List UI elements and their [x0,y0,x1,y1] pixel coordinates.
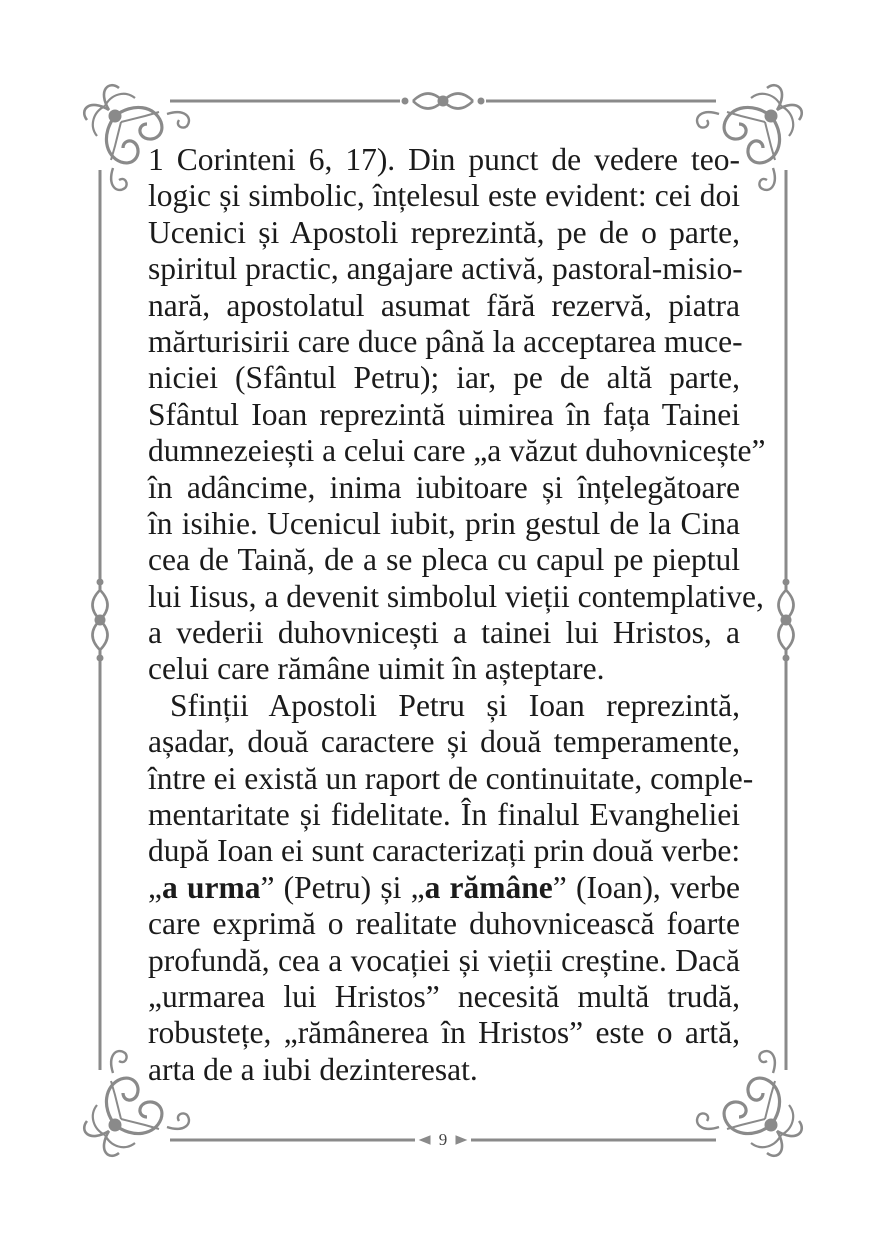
text-line: niciei (Sfântul Petru); iar, pe de altă parte, [148,360,740,396]
text-line: „urmarea lui Hristos” necesită multă trudă, [148,978,740,1014]
text-line: 1 Corinteni 6, 17). Din punct de vedere teo- [148,142,740,177]
body-text [148,142,766,1088]
text-line: Sfântul Ioan reprezintă uimirea în fața Tainei [148,396,740,432]
text-line: dumnezeiești a celui care „a văzut duhovnicește” [148,433,766,469]
text-line: robustețe, „rămânerea în Hristos” este o artă, [148,1015,740,1051]
paragraph [148,142,766,688]
text-line: mentaritate și fidelitate. În finalul Evangheliei [148,797,740,833]
text-line: Sfinții Apostoli Petru și Ioan reprezintă, [170,687,740,723]
text-line: nară, apostolatul asumat fără rezervă, piatra [148,287,740,323]
text-line: după Ioan ei sunt caracterizați prin două verbe: [148,833,741,869]
text-line: profundă, cea a vocației și vieții creștine. Dacă [148,942,740,978]
text-line: în adâncime, inima iubitoare și înțelegătoare [148,469,740,505]
paragraph [148,687,754,1088]
text-line: mărturisirii care duce până la acceptarea mucе- [148,323,743,359]
text-line: a vederii duhovnicești a tainei lui Hristos, a [148,615,740,651]
text-line: „a urma” (Petru) și „a rămâne” (Ioan), verbe [148,869,740,905]
text-line: cea de Taină, de a se pleca cu capul pe pieptul [148,542,740,578]
text-line: logic și simbolic, înțelesul este evident: cei doi [148,178,740,214]
text-line: între ei există un raport de continuitate, comple- [148,760,754,796]
text-line: care exprimă o realitate duhovnicească foarte [148,906,740,942]
text-line: arta de a iubi dezinteresat. [148,1051,478,1087]
text-line: Ucenici și Apostoli reprezintă, pe de o parte, [148,214,740,250]
text-line: lui Iisus, a devenit simbolul vieții contemplative, [148,578,764,614]
bold-term: a rămâne [424,869,553,905]
page-number: 9 [438,1130,448,1149]
text-line: celui care rămâne uimit în așteptare. [148,651,605,687]
text-line: în isihie. Ucenicul iubit, prin gestul de la Cina [148,505,740,541]
bold-term: a urma [161,869,261,905]
text-line: spiritul practic, angajare activă, pastoral-misio- [148,251,743,287]
text-line: așadar, două caractere și două temperamente, [148,724,740,760]
